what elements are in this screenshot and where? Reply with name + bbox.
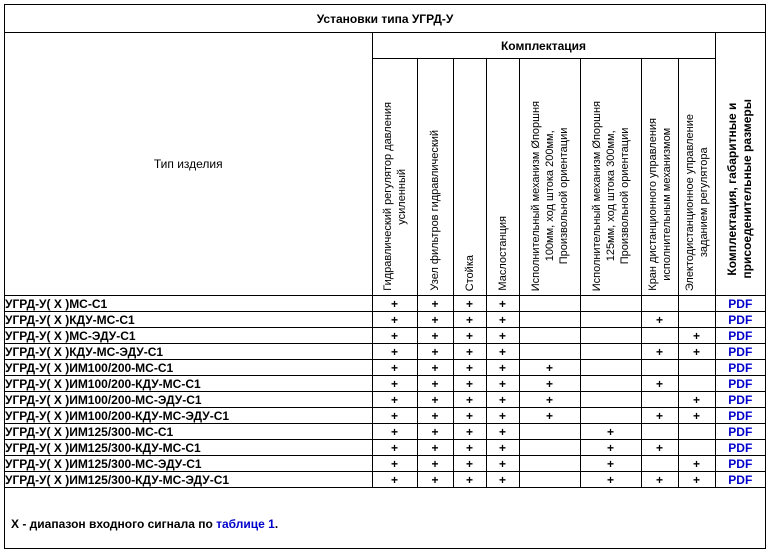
config-mark: [519, 328, 580, 344]
config-mark: +: [580, 472, 641, 488]
pdf-cell: [715, 344, 765, 360]
column-header-actuator-100: [519, 59, 580, 296]
table-row: [5, 456, 765, 472]
column-header-remote-valve: [641, 59, 678, 296]
config-mark: +: [417, 456, 453, 472]
config-mark: [519, 440, 580, 456]
config-mark: +: [486, 456, 519, 472]
pdf-cell: [715, 312, 765, 328]
table-row: [5, 424, 765, 440]
config-mark: +: [678, 344, 715, 360]
config-mark: [519, 344, 580, 360]
config-mark: +: [372, 360, 417, 376]
column-header-line: усиленный: [395, 168, 408, 225]
config-mark: +: [372, 376, 417, 392]
config-mark: +: [486, 296, 519, 312]
product-name: УГРД-У( Х )ИМ100/200-КДУ-МС-ЭДУ-С1: [5, 408, 372, 424]
config-mark: [678, 360, 715, 376]
pdf-cell: [715, 360, 765, 376]
table-row: [5, 360, 765, 376]
pdf-link[interactable]: PDF: [728, 376, 753, 391]
config-mark: [641, 328, 678, 344]
column-header-filter-unit: [417, 59, 453, 296]
config-mark: +: [641, 344, 678, 360]
config-mark: +: [453, 312, 486, 328]
config-mark: +: [453, 344, 486, 360]
config-mark: +: [453, 360, 486, 376]
config-mark: +: [453, 472, 486, 488]
config-mark: +: [453, 424, 486, 440]
table-row: [5, 376, 765, 392]
config-mark: +: [641, 472, 678, 488]
config-mark: [641, 296, 678, 312]
product-name: УГРД-У( Х )ИМ125/300-МС-ЭДУ-С1: [5, 456, 372, 472]
config-mark: +: [372, 408, 417, 424]
column-header-line: Исполнительный механизм Øпоршня: [529, 100, 542, 291]
config-mark: [519, 472, 580, 488]
config-mark: +: [486, 360, 519, 376]
product-name: УГРД-У( Х )ИМ125/300-КДУ-МС-ЭДУ-С1: [5, 472, 372, 488]
pdf-cell: [715, 424, 765, 440]
pdf-cell: [715, 440, 765, 456]
config-mark: +: [519, 376, 580, 392]
config-mark: +: [453, 408, 486, 424]
pdf-link[interactable]: PDF: [728, 408, 753, 423]
config-mark: [678, 376, 715, 392]
pdf-link[interactable]: PDF: [728, 424, 753, 439]
product-name: УГРД-У( Х )КДУ-МС-С1: [5, 312, 372, 328]
config-mark: +: [580, 424, 641, 440]
column-header-line: заданием регулятора: [697, 147, 710, 258]
column-header-line: Гидравлический регулятор давления: [381, 102, 394, 291]
config-mark: [580, 376, 641, 392]
table-row: [5, 296, 765, 312]
config-mark: +: [519, 408, 580, 424]
column-header-electric-control: [678, 59, 715, 296]
config-mark: +: [486, 344, 519, 360]
config-mark: +: [519, 392, 580, 408]
config-mark: [678, 424, 715, 440]
config-mark: [519, 456, 580, 472]
column-header-line: Электодистанционное управление: [683, 113, 696, 291]
product-name: УГРД-У( Х )ИМ125/300-МС-С1: [5, 424, 372, 440]
config-mark: +: [372, 456, 417, 472]
product-name: УГРД-У( Х )ИМ125/300-КДУ-МС-С1: [5, 440, 372, 456]
config-mark: +: [417, 360, 453, 376]
config-mark: +: [486, 328, 519, 344]
config-mark: +: [453, 376, 486, 392]
config-mark: +: [372, 312, 417, 328]
config-mark: [519, 312, 580, 328]
config-mark: +: [453, 456, 486, 472]
config-mark: +: [372, 440, 417, 456]
config-mark: [678, 440, 715, 456]
config-mark: +: [417, 344, 453, 360]
config-mark: [641, 456, 678, 472]
config-mark: +: [372, 296, 417, 312]
config-mark: +: [580, 440, 641, 456]
config-mark: +: [453, 392, 486, 408]
config-mark: +: [678, 472, 715, 488]
config-mark: +: [678, 392, 715, 408]
config-mark: [580, 312, 641, 328]
config-mark: +: [641, 440, 678, 456]
config-mark: +: [486, 376, 519, 392]
config-mark: +: [678, 328, 715, 344]
config-mark: [580, 408, 641, 424]
column-header-line: исполнительным механизмом: [660, 128, 673, 282]
config-mark: +: [417, 328, 453, 344]
config-mark: +: [417, 424, 453, 440]
pdf-cell: [715, 392, 765, 408]
column-header-actuator-125: [580, 59, 641, 296]
pdf-link[interactable]: PDF: [728, 360, 753, 375]
config-mark: [519, 424, 580, 440]
config-mark: +: [417, 440, 453, 456]
pdf-link[interactable]: PDF: [728, 440, 753, 455]
table-row: [5, 344, 765, 360]
config-mark: +: [417, 296, 453, 312]
config-mark: [641, 392, 678, 408]
footnote-text: Х - диапазон входного сигнала по: [11, 517, 217, 531]
column-header-line: Кран дистанционного управления: [646, 118, 659, 291]
config-mark: +: [519, 360, 580, 376]
config-mark: +: [641, 408, 678, 424]
pdf-link[interactable]: PDF: [728, 344, 753, 359]
column-header-line: Произвольной ориентации: [557, 127, 570, 265]
installations-table: [5, 5, 765, 488]
table-row: [5, 408, 765, 424]
column-header-regulator: [372, 59, 417, 296]
column-header-stand: [453, 59, 486, 296]
config-mark: +: [678, 456, 715, 472]
dimensions-header-line: Комплектация, габаритные и: [725, 102, 740, 276]
table1-link[interactable]: таблице 1: [216, 517, 275, 531]
table-row: [5, 312, 765, 328]
pdf-link[interactable]: PDF: [728, 296, 753, 311]
config-mark: +: [486, 312, 519, 328]
config-mark: +: [486, 408, 519, 424]
config-mark: +: [417, 392, 453, 408]
product-type-header: Тип изделия: [5, 33, 372, 296]
pdf-cell: [715, 408, 765, 424]
config-mark: [678, 296, 715, 312]
config-mark: +: [417, 312, 453, 328]
table-row: [5, 440, 765, 456]
pdf-cell: [715, 472, 765, 488]
config-mark: +: [641, 376, 678, 392]
config-mark: +: [372, 424, 417, 440]
config-mark: [580, 344, 641, 360]
column-header-line: Маслостанция: [496, 216, 509, 291]
config-mark: +: [453, 296, 486, 312]
dimensions-header-line: присоеденительные размеры: [740, 99, 755, 279]
config-mark: +: [486, 424, 519, 440]
pdf-cell: [715, 296, 765, 312]
column-header-line: 100мм, ход штока 200мм,: [543, 130, 556, 262]
table-row: [5, 392, 765, 408]
config-mark: [641, 424, 678, 440]
configuration-group-header: Комплектация: [372, 33, 715, 59]
config-mark: +: [417, 408, 453, 424]
product-name: УГРД-У( Х )ИМ100/200-МС-С1: [5, 360, 372, 376]
product-name: УГРД-У( Х )ИМ100/200-МС-ЭДУ-С1: [5, 392, 372, 408]
pdf-link[interactable]: PDF: [728, 392, 753, 407]
config-mark: [580, 392, 641, 408]
column-header-line: Произвольной ориентации: [618, 127, 631, 265]
table-row: [5, 328, 765, 344]
config-mark: +: [372, 328, 417, 344]
config-mark: +: [372, 344, 417, 360]
config-mark: +: [580, 456, 641, 472]
footnote: [11, 517, 278, 531]
config-mark: [580, 328, 641, 344]
config-mark: +: [641, 312, 678, 328]
installations-table-frame: [4, 4, 766, 549]
column-header-line: Исполнительный механизм Øпоршня: [590, 100, 603, 291]
pdf-link[interactable]: PDF: [728, 472, 753, 487]
config-mark: +: [417, 472, 453, 488]
pdf-link[interactable]: PDF: [728, 328, 753, 343]
table-title: Установки типа УГРД-У: [5, 5, 765, 33]
config-mark: [641, 360, 678, 376]
config-mark: [580, 296, 641, 312]
pdf-cell: [715, 376, 765, 392]
pdf-cell: [715, 328, 765, 344]
config-mark: +: [486, 472, 519, 488]
column-header-line: Узел фильтров гидравлический: [429, 130, 441, 291]
product-name: УГРД-У( Х )ИМ100/200-КДУ-МС-С1: [5, 376, 372, 392]
config-mark: +: [486, 440, 519, 456]
config-mark: +: [678, 408, 715, 424]
product-name: УГРД-У( Х )МС-ЭДУ-С1: [5, 328, 372, 344]
column-header-line: Стойка: [463, 254, 476, 291]
config-mark: +: [372, 392, 417, 408]
pdf-link[interactable]: PDF: [728, 312, 753, 327]
config-mark: +: [453, 440, 486, 456]
config-mark: [580, 360, 641, 376]
pdf-cell: [715, 456, 765, 472]
product-name: УГРД-У( Х )КДУ-МС-ЭДУ-С1: [5, 344, 372, 360]
footnote-end: .: [274, 517, 279, 531]
config-mark: +: [486, 392, 519, 408]
config-mark: [678, 312, 715, 328]
config-mark: [519, 296, 580, 312]
table-row: [5, 472, 765, 488]
dimensions-column-header: [715, 33, 765, 296]
column-header-oil-station: [486, 59, 519, 296]
config-mark: +: [372, 472, 417, 488]
config-mark: +: [453, 328, 486, 344]
config-mark: +: [417, 376, 453, 392]
pdf-link[interactable]: PDF: [728, 456, 753, 471]
column-header-line: 125мм, ход штока 300мм,: [604, 130, 617, 262]
product-name: УГРД-У( Х )МС-С1: [5, 296, 372, 312]
